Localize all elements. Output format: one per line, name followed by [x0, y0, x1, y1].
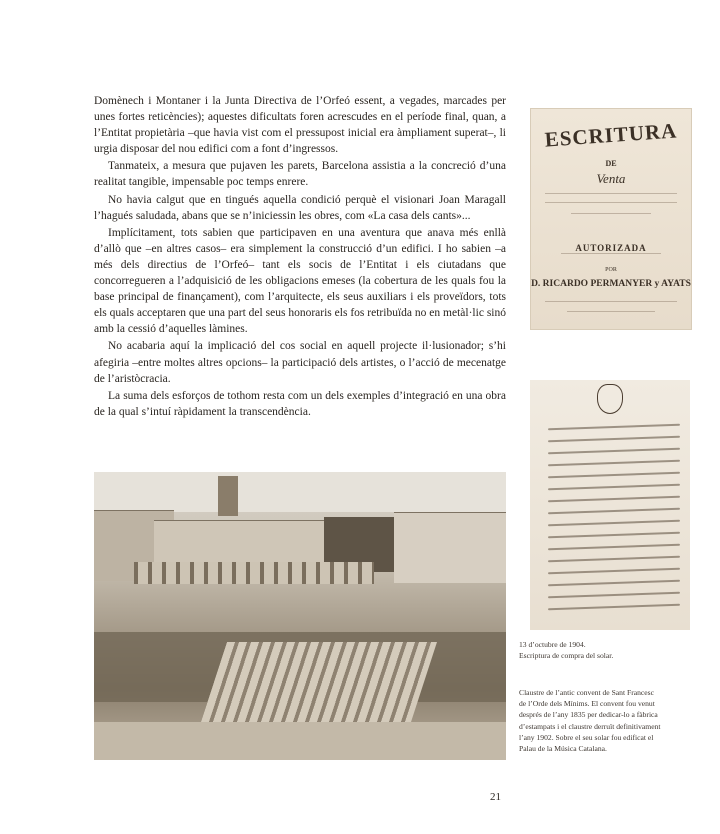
- caption-line: Palau de la Música Catalana.: [519, 744, 607, 754]
- deed-venta: Venta: [596, 171, 626, 186]
- caption-line: després de l’any 1835 per dedicar-lo a fàbrica: [519, 710, 658, 720]
- caption-deed: [519, 639, 709, 661]
- deed-notary: D. RICARDO PERMANYER y AYATS: [531, 279, 691, 289]
- caption-line: Claustre de l’antic convent de Sant Francesc: [519, 688, 654, 697]
- deed-title: ESCRITURA: [543, 118, 678, 152]
- paragraph: No havia calgut que en tingués aquella condició perquè el visionari Joan Maragall l’hagués saludada, abans que se n’iniciessin les obres, com «La casa dels cants»...: [94, 193, 506, 222]
- handwriting-line: [545, 301, 677, 302]
- seal-icon: [597, 384, 623, 414]
- deed-autorizada: AUTORIZADA: [575, 243, 647, 253]
- deed-por: POR: [605, 267, 617, 273]
- cloister-photo: [94, 472, 506, 760]
- deed-document-image: [530, 108, 692, 330]
- paragraph: Implícitament, tots sabien que participaven en una aventura que anava més enllà d’allò que –en altres casos– era simplement la construcció d’un edifici. I ho sabien –a més dels directius de l’Orfeó– tant els socis de l’Entitat i els ciutadans que concorregueren a l’adquisició de les obligacions emeses (la cobertura de les quals fou la base principal de finançament), com l’arquitecte, els seus auxiliars i els proveïdors, tots els quals acceptaren que una part del seus honoraris els fos retribuïda no en metàl·lic sinó amb la cessió d’aquelles làmines.: [94, 226, 506, 336]
- paragraph: La suma dels esforços de tothom resta com un dels exemples d’integració en una obra de la qual s’intuí ràpidament la transcendència.: [94, 389, 506, 418]
- paragraph: Domènech i Montaner i la Junta Directiva de l’Orfeó essent, a vegades, marcades per unes fortes reticències); aquestes dificultats foren acrescudes en el període final, quan, a l’Entitat propietària –que havia vist com el pressupost inicial era àmpliament superat–, li urgia disposar del nou edifici com a font d’ingressos.: [94, 95, 506, 156]
- handwriting-line: [571, 213, 651, 214]
- handwriting-line: [545, 193, 677, 194]
- page-number: 21: [490, 791, 501, 803]
- caption-line: de l’Orde dels Mínims. El convent fou venut: [519, 699, 655, 709]
- manuscript-image: [530, 380, 690, 630]
- paragraph: Tanmateix, a mesura que pujaven les parets, Barcelona assistia a la concreció d’una realitat tangible, impensable poc temps enrere.: [94, 160, 506, 189]
- handwriting-line: [567, 311, 655, 312]
- caption-line: d’estampats i el claustre derruït definitivament: [519, 721, 661, 731]
- handwriting-line: [545, 202, 677, 203]
- paragraph: No acabaria aquí la implicació del cos social en aquell projecte il·lusionador; s’hi afegiria –entre moltes altres opcions– la participació dels artistes, o l’acció de mecenatge de l’aristòcracia.: [94, 340, 506, 385]
- caption-photo: [519, 687, 709, 754]
- deed-de: DE: [605, 159, 617, 168]
- caption-line: l’any 1902. Sobre el seu solar fou edificat el: [519, 732, 654, 742]
- caption-line: 13 d’octubre de 1904.: [519, 640, 586, 649]
- handwriting-line: [561, 253, 661, 254]
- caption-line: Escriptura de compra del solar.: [519, 651, 614, 661]
- body-text: [94, 93, 506, 421]
